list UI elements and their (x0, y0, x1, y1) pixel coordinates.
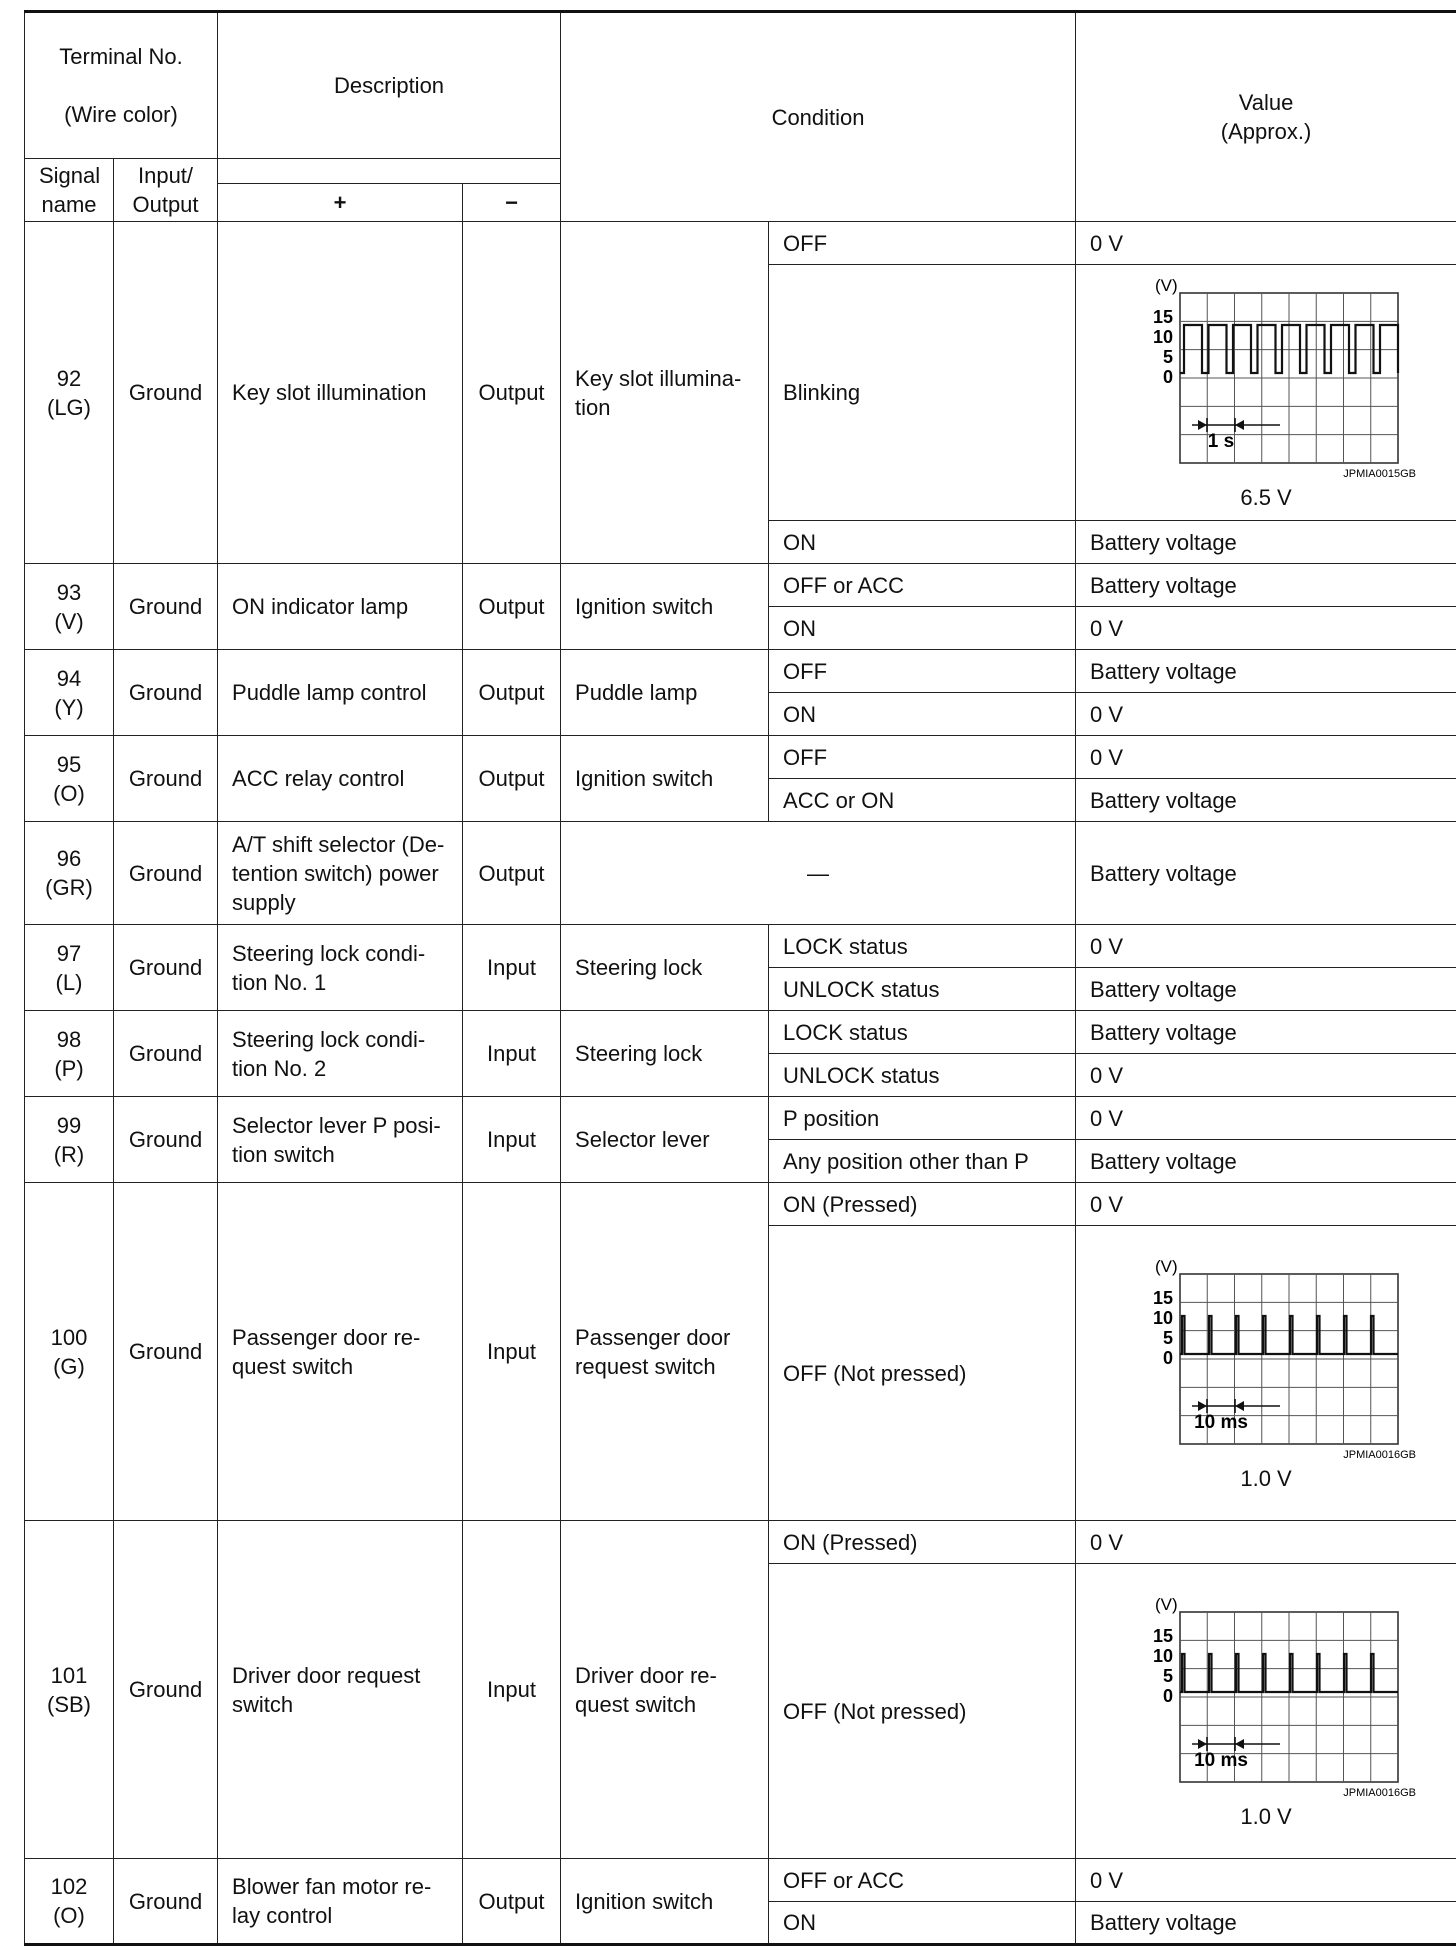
terminal-spec-table-container (24, 10, 1456, 1946)
condition-state-cell: Any position other than P (769, 1140, 1076, 1183)
y-axis-tick-label: 5 (1163, 1328, 1173, 1348)
condition-state-cell: UNLOCK status (769, 1054, 1076, 1097)
value-cell: 0 V (1076, 222, 1456, 265)
value-cell: Battery voltage (1076, 968, 1456, 1011)
value-cell: Battery voltage (1076, 1140, 1456, 1183)
table-row (25, 1183, 1456, 1226)
value-cell: 0 V (1076, 607, 1456, 650)
condition-state-cell: OFF or ACC (769, 564, 1076, 607)
ground-cell: Ground (114, 564, 218, 650)
ground-cell: Ground (114, 1521, 218, 1859)
value-cell: 0 V (1076, 1183, 1456, 1226)
header-plus: + (218, 184, 463, 222)
condition-cell: Key slot illumina- tion (561, 222, 769, 564)
value-cell: 0 V (1076, 1859, 1456, 1902)
y-axis-unit-label: (V) (1155, 1257, 1178, 1276)
header-terminal-no (25, 12, 218, 159)
ground-cell: Ground (114, 1097, 218, 1183)
table-row (25, 564, 1456, 607)
terminal-no-cell: 97 (L) (25, 925, 114, 1011)
ground-cell: Ground (114, 222, 218, 564)
y-axis-tick-label: 15 (1153, 307, 1173, 327)
input-output-cell: Output (463, 736, 561, 822)
oscilloscope-waveform (1116, 1592, 1416, 1800)
table-row (25, 1859, 1456, 1902)
condition-state-cell: OFF or ACC (769, 1859, 1076, 1902)
figure-code-label: JPMIA0016GB (1343, 1787, 1416, 1799)
condition-cell: Ignition switch (561, 564, 769, 650)
table-row (25, 1011, 1456, 1054)
table-row (25, 1521, 1456, 1564)
input-output-cell: Output (463, 564, 561, 650)
ground-cell: Ground (114, 1859, 218, 1945)
ground-cell: Ground (114, 736, 218, 822)
input-output-cell: Input (463, 1097, 561, 1183)
input-output-cell: Output (463, 222, 561, 564)
y-axis-unit-label: (V) (1155, 276, 1178, 295)
header-wire-color-label: (Wire color) (39, 100, 203, 129)
ground-cell: Ground (114, 1183, 218, 1521)
condition-state-cell: LOCK status (769, 1011, 1076, 1054)
value-cell: Battery voltage (1076, 650, 1456, 693)
condition-state-cell: ON (769, 607, 1076, 650)
header-value: Value (Approx.) (1076, 12, 1456, 222)
header-terminal-no-label: Terminal No. (39, 42, 203, 71)
value-cell: Battery voltage (1076, 1011, 1456, 1054)
signal-name-cell: Steering lock condi- tion No. 1 (218, 925, 463, 1011)
condition-cell: Driver door re- quest switch (561, 1521, 769, 1859)
condition-state-cell: ON (769, 693, 1076, 736)
signal-name-cell: Steering lock condi- tion No. 2 (218, 1011, 463, 1097)
header-condition: Condition (561, 12, 1076, 222)
signal-name-cell: ACC relay control (218, 736, 463, 822)
input-output-cell: Input (463, 925, 561, 1011)
waveform-approx-value: 1.0 V (1090, 1802, 1442, 1831)
oscilloscope-waveform (1116, 273, 1416, 481)
condition-state-cell: Blinking (769, 265, 1076, 521)
signal-name-cell: Key slot illumination (218, 222, 463, 564)
signal-name-cell: Selector lever P posi- tion switch (218, 1097, 463, 1183)
input-output-cell: Output (463, 1859, 561, 1945)
waveform-value-cell (1076, 265, 1456, 521)
waveform-value-cell (1076, 1226, 1456, 1521)
input-output-cell: Input (463, 1521, 561, 1859)
terminal-no-cell: 98 (P) (25, 1011, 114, 1097)
time-scale-label: 1 s (1208, 431, 1234, 452)
header-description: Description (218, 12, 561, 159)
condition-state-cell: OFF (Not pressed) (769, 1226, 1076, 1521)
terminal-no-cell: 94 (Y) (25, 650, 114, 736)
time-scale-label: 10 ms (1194, 1412, 1248, 1433)
condition-state-cell: ACC or ON (769, 779, 1076, 822)
signal-name-cell: Puddle lamp control (218, 650, 463, 736)
value-cell: 0 V (1076, 693, 1456, 736)
y-axis-tick-label: 0 (1163, 367, 1173, 387)
ground-cell: Ground (114, 822, 218, 925)
y-axis-tick-label: 10 (1153, 327, 1173, 347)
condition-state-cell: ON (Pressed) (769, 1521, 1076, 1564)
y-axis-tick-label: 10 (1153, 1308, 1173, 1328)
signal-name-cell: Passenger door re- quest switch (218, 1183, 463, 1521)
value-cell: Battery voltage (1076, 564, 1456, 607)
figure-code-label: JPMIA0015GB (1343, 468, 1416, 480)
terminal-no-cell: 95 (O) (25, 736, 114, 822)
value-cell: Battery voltage (1076, 521, 1456, 564)
y-axis-tick-label: 5 (1163, 347, 1173, 367)
condition-state-cell: UNLOCK status (769, 968, 1076, 1011)
condition-state-cell: P position (769, 1097, 1076, 1140)
header-minus: − (463, 184, 561, 222)
condition-state-cell: OFF (769, 222, 1076, 265)
terminal-no-cell: 101 (SB) (25, 1521, 114, 1859)
y-axis-tick-label: 10 (1153, 1646, 1173, 1666)
table-row (25, 650, 1456, 693)
condition-cell: Selector lever (561, 1097, 769, 1183)
value-cell: Battery voltage (1076, 779, 1456, 822)
ground-cell: Ground (114, 1011, 218, 1097)
value-cell: Battery voltage (1076, 822, 1456, 925)
figure-code-label: JPMIA0016GB (1343, 1449, 1416, 1461)
value-cell: 0 V (1076, 1054, 1456, 1097)
signal-name-cell: Driver door request switch (218, 1521, 463, 1859)
condition-state-cell: OFF (769, 736, 1076, 779)
oscilloscope-waveform (1116, 1254, 1416, 1462)
table-row (25, 822, 1456, 925)
terminal-no-cell: 93 (V) (25, 564, 114, 650)
waveform-value-cell (1076, 1564, 1456, 1859)
input-output-cell: Input (463, 1183, 561, 1521)
condition-cell: Ignition switch (561, 1859, 769, 1945)
condition-state-cell: ON (769, 521, 1076, 564)
value-cell: 0 V (1076, 1097, 1456, 1140)
terminal-no-cell: 99 (R) (25, 1097, 114, 1183)
header-input-output: Input/ Output (114, 159, 218, 222)
signal-name-cell: A/T shift selector (De- tention switch) power supply (218, 822, 463, 925)
value-cell: 0 V (1076, 736, 1456, 779)
condition-cell: Puddle lamp (561, 650, 769, 736)
time-scale-label: 10 ms (1194, 1750, 1248, 1771)
input-output-cell: Input (463, 1011, 561, 1097)
condition-state-cell: ON (769, 1902, 1076, 1945)
condition-state-cell: OFF (769, 650, 1076, 693)
header-signal-name: Signal name (25, 159, 114, 222)
y-axis-tick-label: 5 (1163, 1666, 1173, 1686)
value-cell: Battery voltage (1076, 1902, 1456, 1945)
input-output-cell: Output (463, 822, 561, 925)
y-axis-tick-label: 15 (1153, 1288, 1173, 1308)
terminal-no-cell: 102 (O) (25, 1859, 114, 1945)
terminal-spec-table (24, 10, 1456, 1946)
condition-cell: Steering lock (561, 925, 769, 1011)
waveform-approx-value: 1.0 V (1090, 1464, 1442, 1493)
terminal-no-cell: 92 (LG) (25, 222, 114, 564)
y-axis-tick-label: 0 (1163, 1686, 1173, 1706)
condition-state-cell: ON (Pressed) (769, 1183, 1076, 1226)
condition-cell: — (561, 822, 1076, 925)
table-row (25, 925, 1456, 968)
table-body (25, 222, 1456, 1945)
condition-state-cell: LOCK status (769, 925, 1076, 968)
signal-name-cell: Blower fan motor re- lay control (218, 1859, 463, 1945)
condition-cell: Steering lock (561, 1011, 769, 1097)
condition-cell: Passenger door request switch (561, 1183, 769, 1521)
input-output-cell: Output (463, 650, 561, 736)
condition-cell: Ignition switch (561, 736, 769, 822)
value-cell: 0 V (1076, 1521, 1456, 1564)
ground-cell: Ground (114, 925, 218, 1011)
table-row (25, 736, 1456, 779)
ground-cell: Ground (114, 650, 218, 736)
waveform-approx-value: 6.5 V (1090, 483, 1442, 512)
y-axis-tick-label: 0 (1163, 1348, 1173, 1368)
table-row (25, 222, 1456, 265)
value-cell: 0 V (1076, 925, 1456, 968)
table-row (25, 1097, 1456, 1140)
y-axis-unit-label: (V) (1155, 1595, 1178, 1614)
condition-state-cell: OFF (Not pressed) (769, 1564, 1076, 1859)
y-axis-tick-label: 15 (1153, 1626, 1173, 1646)
signal-name-cell: ON indicator lamp (218, 564, 463, 650)
terminal-no-cell: 96 (GR) (25, 822, 114, 925)
terminal-no-cell: 100 (G) (25, 1183, 114, 1521)
